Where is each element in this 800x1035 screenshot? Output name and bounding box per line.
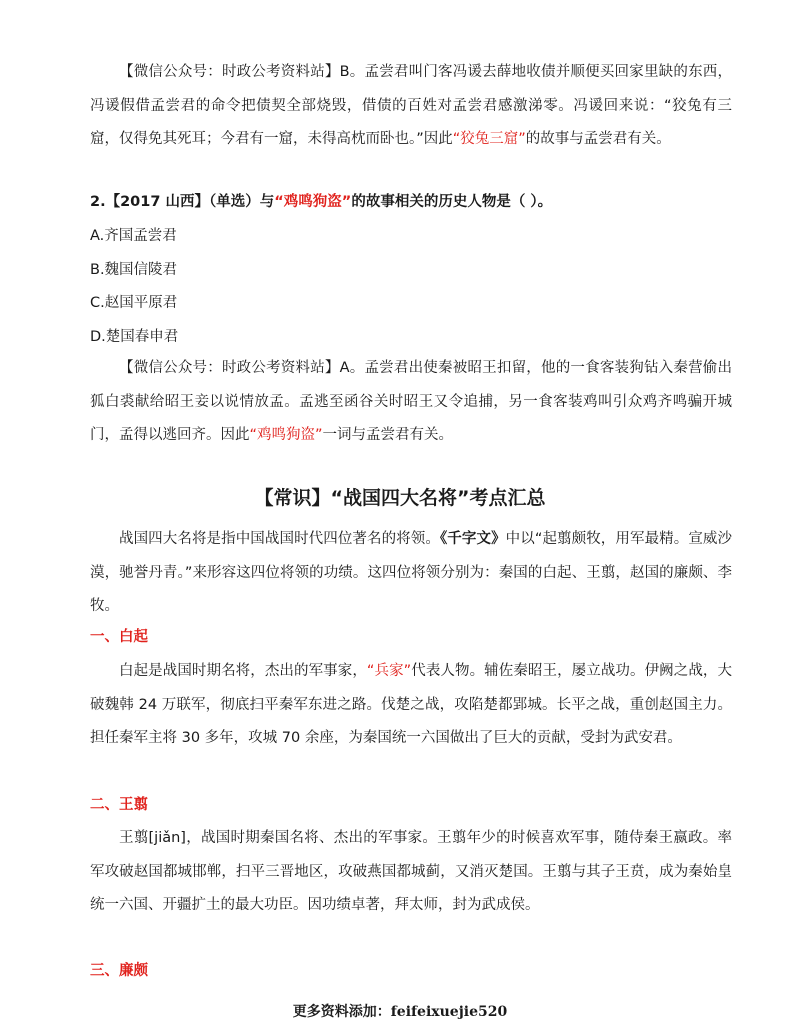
answer-2-highlight: “鸡鸣狗盗” bbox=[249, 427, 323, 443]
footer-contact: 更多资料添加：feifeixuejie520 bbox=[292, 1004, 508, 1020]
question-2-highlight: “鸡鸣狗盗” bbox=[274, 194, 352, 210]
option-a: A.齐国孟尝君 bbox=[90, 228, 177, 244]
heading-lian-po: 三、廉颇 bbox=[90, 963, 148, 979]
answer-paragraph-2 bbox=[90, 352, 732, 453]
option-b: B.魏国信陵君 bbox=[90, 262, 178, 278]
answer-paragraph-1 bbox=[90, 56, 732, 157]
question-2-text: 2.【2017 山西】（单选）与 bbox=[90, 194, 275, 210]
bai-qi-highlight: “兵家” bbox=[366, 663, 412, 679]
option-c: C.赵国平原君 bbox=[90, 295, 178, 311]
intro-book-title: 《千字文》 bbox=[439, 531, 506, 547]
question-2-text-end: 的故事相关的历史人物是（ ）。 bbox=[351, 194, 553, 210]
option-d: D.楚国春申君 bbox=[90, 329, 179, 345]
wang-jian-paragraph: 王翦[jiǎn]，战国时期秦国名将、杰出的军事家。王翦年少的时候喜欢军事，随侍秦王嬴政。率军攻破赵国都城邯郸，扫平三晋地区，攻破燕国都城蓟，又消灭楚国。王翦与其子王贲，成为秦始皇统一六国、开疆扩土的最大功臣。因功绩卓著，拜太师，封为武成侯。 bbox=[90, 830, 732, 913]
intro-text-end: 中以“起翦颇牧，用军最精。宣威沙漠，驰誉丹青。”来形容这四位将领的功绩。这四位将领分别为：秦国的白起、王翦，赵国的廉颇、李牧。 bbox=[90, 531, 733, 614]
intro-paragraph bbox=[90, 523, 732, 624]
section-title: 【常识】“战国四大名将”考点汇总 bbox=[254, 487, 546, 509]
bai-qi-paragraph bbox=[90, 655, 732, 756]
heading-wang-jian: 二、王翦 bbox=[90, 797, 148, 813]
answer-2-text-end: 一词与孟尝君有关。 bbox=[322, 427, 454, 443]
question-2 bbox=[90, 186, 710, 219]
answer-1-text: 【微信公众号：时政公考资料站】B。孟尝君叫门客冯谖去薛地收债并顺便买回家里缺的东西，冯谖假借孟尝君的命令把债契全部烧毁，借债的百姓对孟尝君感激涕零。冯谖回来说：“狡兔有三窟，仅得免其死耳；今君有一窟，未得高枕而卧也。”因此 bbox=[90, 64, 732, 147]
answer-1-text-end: 的故事与孟尝君有关。 bbox=[525, 131, 671, 147]
answer-2-text: 【微信公众号：时政公考资料站】A。孟尝君出使秦被昭王扣留，他的一食客装狗钻入秦营偷出狐白裘献给昭王妾以说情放孟。孟逃至函谷关时昭王又令追捕，另一食客装鸡叫引众鸡齐鸣骗开城门，孟得以逃回齐。因此 bbox=[90, 360, 732, 443]
answer-1-highlight: “狡兔三窟” bbox=[452, 131, 526, 147]
heading-bai-qi: 一、白起 bbox=[90, 629, 148, 645]
intro-text: 战国四大名将是指中国战国时代四位著名的将领。 bbox=[119, 531, 440, 547]
bai-qi-text: 白起是战国时期名将，杰出的军事家， bbox=[119, 663, 367, 679]
bai-qi-text-end: 代表人物。辅佐秦昭王，屡立战功。伊阙之战，大破魏韩 24 万联军，彻底扫平秦军东进之路。伐楚之战，攻陷楚都郢城。长平之战，重创赵国主力。担任秦军主将 30 多年，攻城 70 余座，为秦国统一六国做出了巨大的贡献，受封为武安君。 bbox=[90, 663, 733, 746]
